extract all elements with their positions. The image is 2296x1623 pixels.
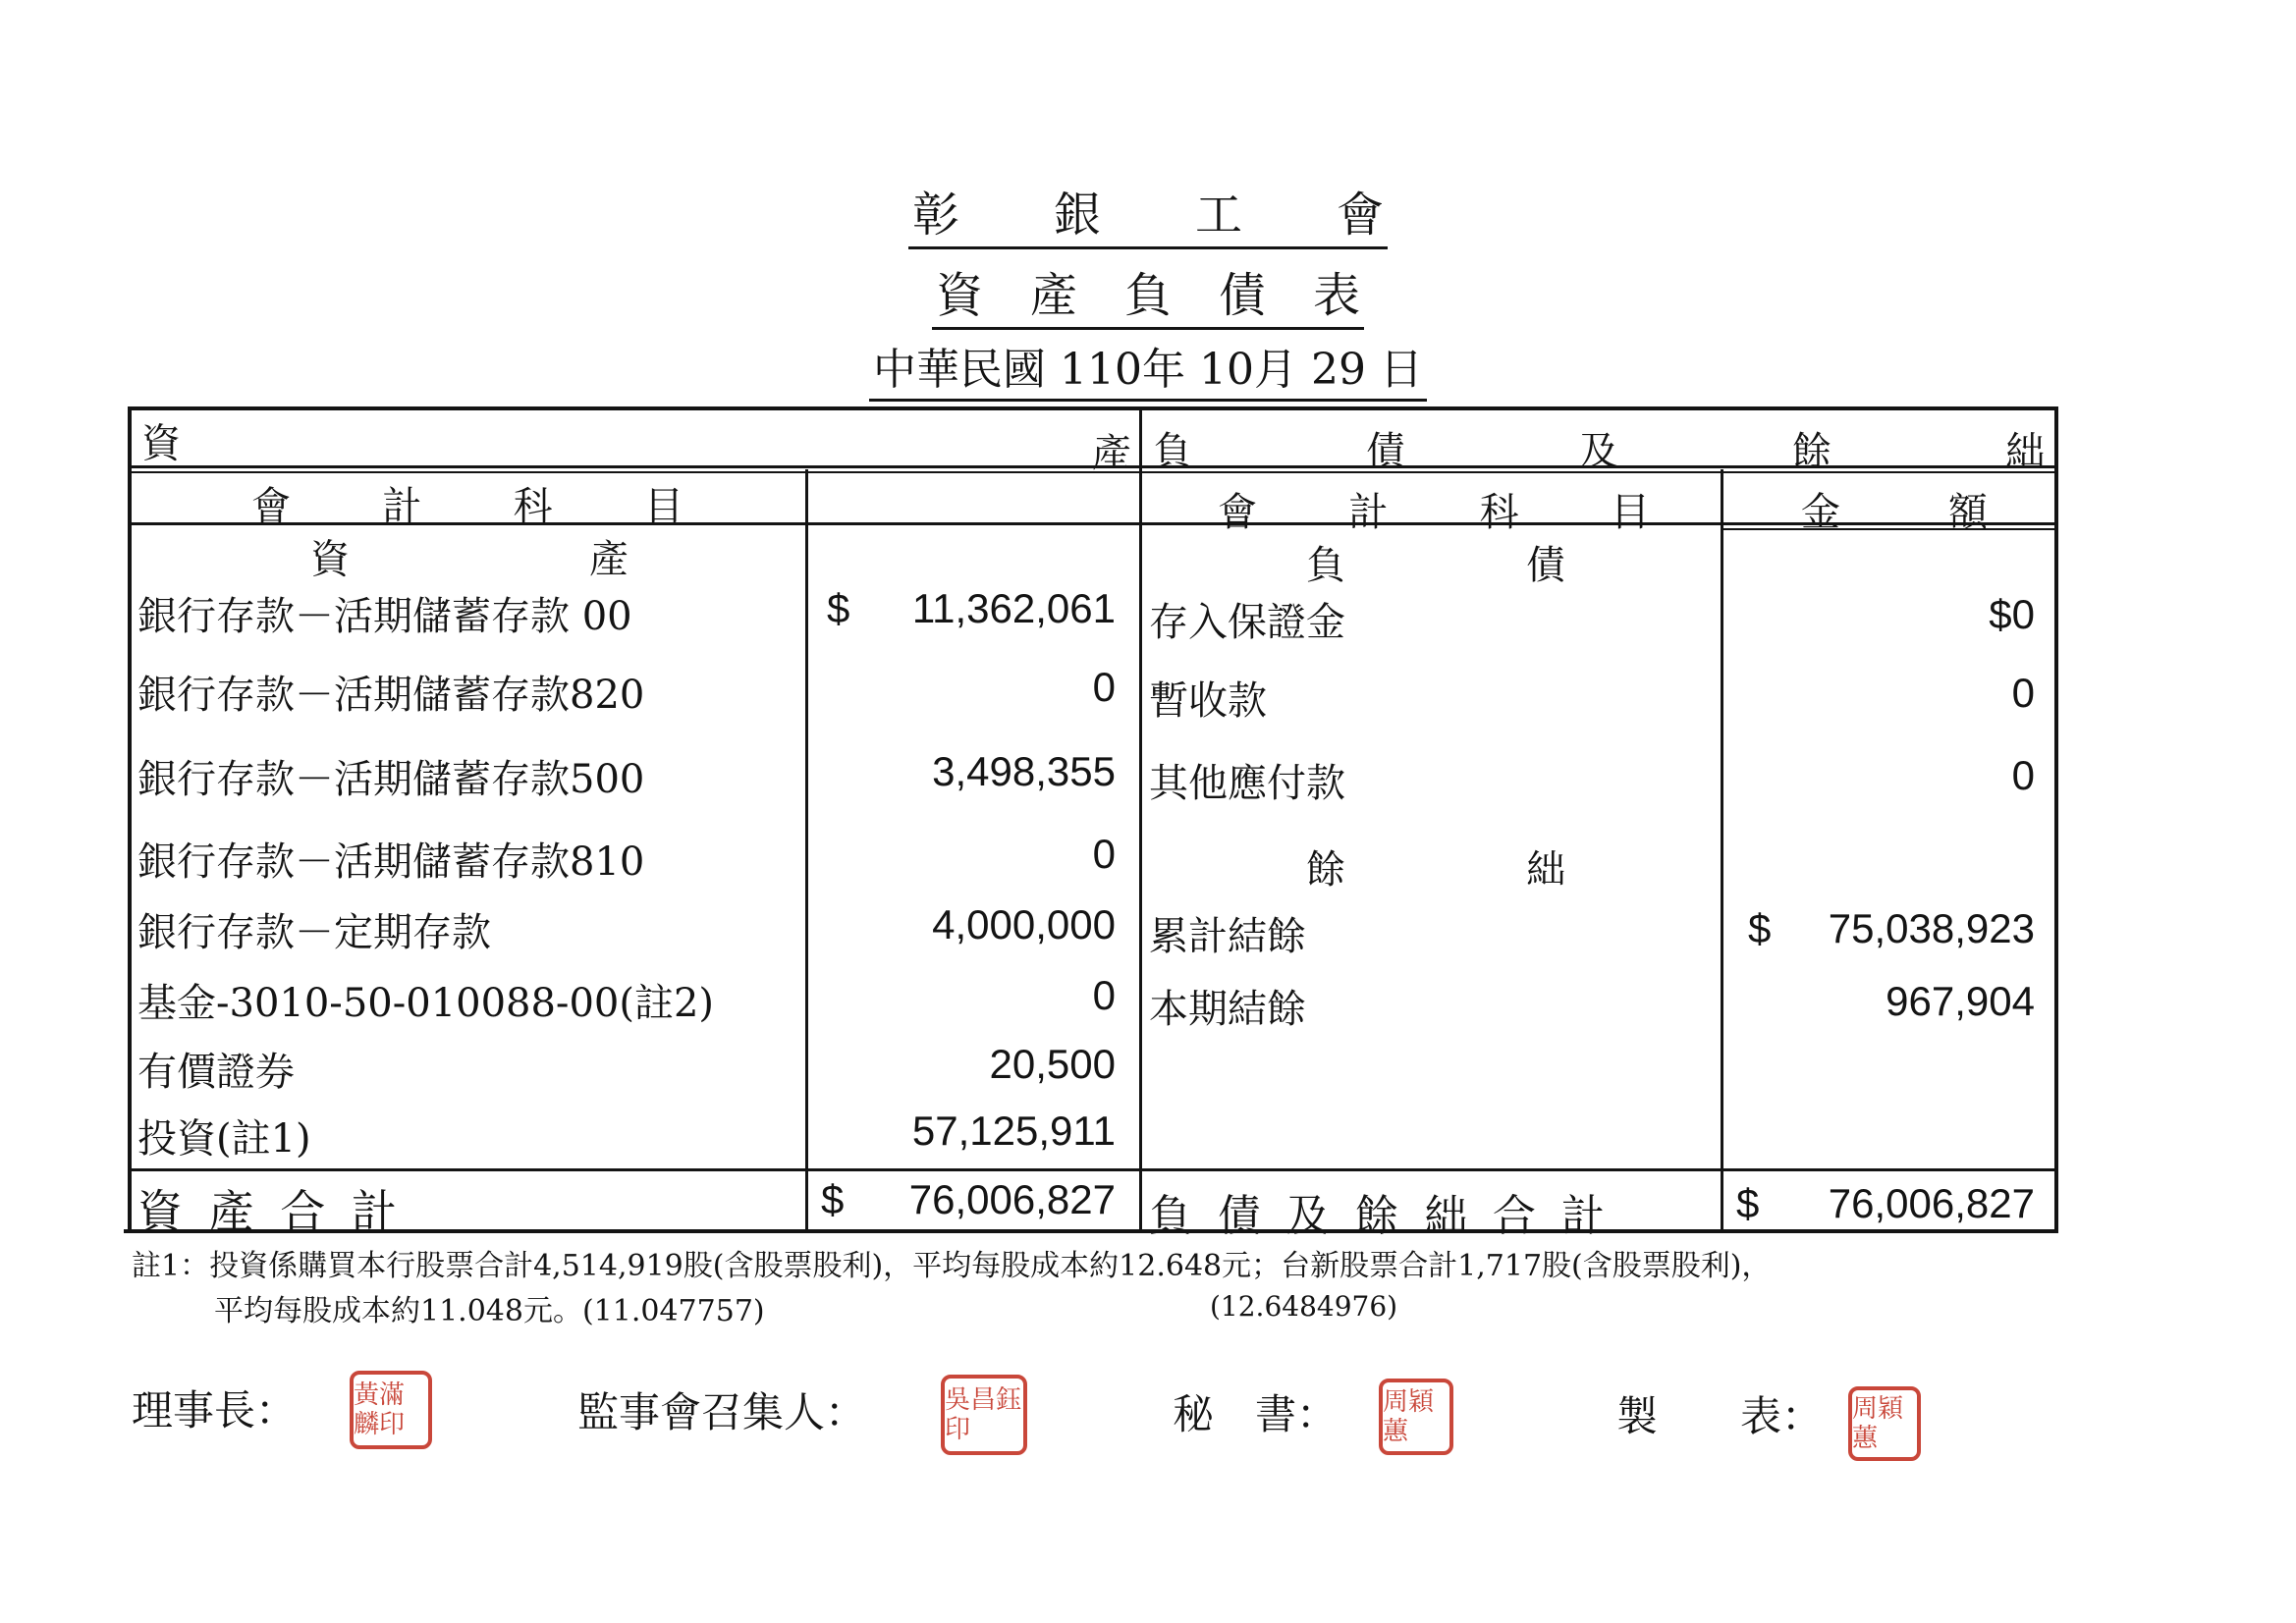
note-1-line-2b: (12.6484976)	[1210, 1290, 1398, 1323]
surplus-amount: 967,904	[1886, 978, 2035, 1024]
note-1-line-1: 註1：投資係購買本行股票合計4,514,919股(含股票股利)，平均每股成本約12.648元；台新股票合計1,717股(含股票股利)，	[132, 1249, 1772, 1283]
surplus-dollar: $	[1748, 905, 1772, 951]
liability-label: 存入保證金	[1149, 600, 1345, 645]
asset-label: 銀行存款－定期存款	[137, 910, 491, 955]
liabilities-total-dollar: $	[1736, 1180, 1760, 1226]
asset-label: 有價證券	[137, 1050, 295, 1095]
liabilities-surplus-total-amount: 76,006,827	[1828, 1180, 2035, 1226]
asset-dollar: $	[827, 585, 850, 631]
asset-amount: 0	[1092, 664, 1116, 710]
asset-amount: 20,500	[989, 1041, 1116, 1087]
asset-label: 銀行存款－活期儲蓄存款810	[137, 839, 645, 885]
liability-amount: 0	[2011, 670, 2035, 716]
report-date: 中華民國 110年 10月 29 日	[0, 334, 2296, 402]
assets-total-amount: 76,006,827	[908, 1176, 1116, 1222]
assets-total-dollar: $	[821, 1176, 845, 1222]
surplus-label: 本期結餘	[1149, 987, 1306, 1032]
section-liabilities: 負 債	[1306, 543, 1565, 588]
document-title: 資 產 負 債 表	[0, 257, 2296, 330]
section-assets: 資 產	[310, 537, 629, 582]
signature-label-secretary: 秘 書：	[1173, 1390, 1339, 1438]
asset-label: 銀行存款－活期儲蓄存款820	[137, 673, 645, 718]
asset-amount: 4,000,000	[932, 901, 1116, 947]
asset-amount: 0	[1092, 972, 1116, 1018]
liability-label: 其他應付款	[1149, 761, 1345, 806]
seal-supervisor: 吳昌鈺印	[941, 1375, 1027, 1455]
subheader-account-left: 會 計 科 目	[251, 484, 683, 529]
subheader-amount: 金 額	[1801, 490, 1988, 535]
asset-label: 銀行存款－活期儲蓄存款 00	[137, 594, 632, 639]
asset-amount: 3,498,355	[932, 748, 1116, 794]
seal-secretary: 周穎蕙	[1379, 1379, 1453, 1455]
signature-label-chairman: 理事長：	[132, 1386, 298, 1434]
asset-label: 基金-3010-50-010088-00(註2)	[137, 981, 715, 1026]
organization-title: 彰 銀 工 會	[0, 177, 2296, 249]
signature-label-supervisor: 監事會召集人：	[577, 1388, 867, 1436]
seal-chairman: 黃滿麟印	[350, 1371, 432, 1449]
surplus-label: 累計結餘	[1149, 914, 1306, 959]
section-surplus: 餘 絀	[1306, 847, 1565, 893]
asset-amount: 57,125,911	[911, 1108, 1116, 1154]
signature-label-preparer: 製 表：	[1616, 1392, 1824, 1440]
header-assets-end: 產	[1092, 431, 1131, 476]
header-assets-start: 資	[141, 421, 181, 466]
subheader-account-right: 會 計 科 目	[1218, 490, 1650, 535]
assets-total-label: 資 產 合 計	[137, 1185, 403, 1238]
liability-amount: 0	[2011, 752, 2035, 798]
asset-label: 銀行存款－活期儲蓄存款500	[137, 757, 645, 802]
asset-label: 投資(註1)	[137, 1116, 311, 1162]
seal-preparer: 周穎蕙	[1848, 1386, 1921, 1461]
liabilities-surplus-total-label: 負 債 及 餘 絀 合 計	[1149, 1191, 1611, 1241]
surplus-amount: 75,038,923	[1828, 905, 2035, 951]
note-1-line-2: 平均每股成本約11.048元。(11.047757)	[214, 1294, 765, 1328]
liability-amount: $0	[1989, 591, 2035, 637]
header-liabilities-surplus: 負 債 及 餘 絀	[1153, 429, 2045, 474]
asset-amount: 11,362,061	[911, 585, 1116, 631]
asset-amount: 0	[1092, 831, 1116, 877]
liability-label: 暫收款	[1149, 678, 1267, 724]
